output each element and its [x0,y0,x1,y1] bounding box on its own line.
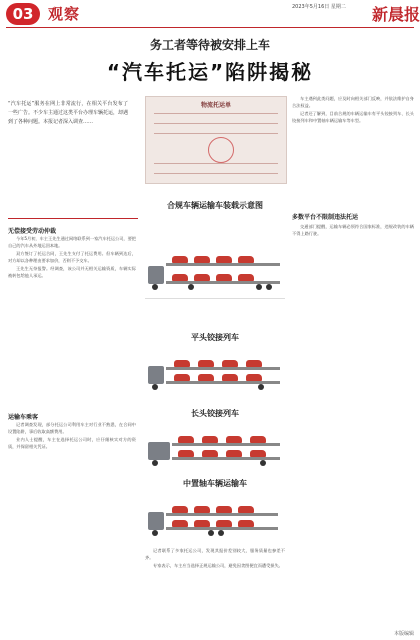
wheel-icon [152,530,158,536]
car-icon [222,360,238,367]
truck-cab [148,512,164,530]
diagram-main-title: 合规车辆运输车装载示意图 [167,201,263,210]
left-paragraph: 记者调查发现，部分托运公司利用车主对行业不熟悉，在合同中设置陷阱，事后收取高额费用。 [8,422,136,434]
car-icon [238,274,254,281]
truck-lower-deck [166,281,280,284]
page-header [0,0,420,30]
left-column-2 [8,422,136,622]
left-paragraph: 王先生无奈报警。经调查，该公司并无相关运输资质，车辆实际被转包给他人承运。 [8,266,136,278]
diagram-title-2: 平头铰接列车 [191,333,239,342]
wheel-icon [188,284,194,290]
date-line: 2023年5月16日 星期二 [292,4,346,10]
car-icon [172,520,188,527]
wheel-icon [152,384,158,390]
section-title: 观察 [48,5,81,23]
car-icon [202,450,218,457]
left-section-heading: 无偿接受劳动仲裁 [8,228,57,235]
truck-cab [148,266,164,284]
newspaper-logo: 新晨报 [372,5,420,24]
car-icon [194,520,210,527]
footer-editor: 本版编辑 [393,631,414,637]
car-icon [226,436,242,443]
diagram-title-4: 中置轴车辆运输车 [183,479,247,488]
truck-lower-deck [166,381,280,384]
car-icon [216,506,232,513]
diagram-title-3: 长头铰接列车 [191,409,239,418]
right-section-heading: 多数平台不限制违法托运 [292,214,359,221]
car-icon [216,520,232,527]
truck-illustration-3 [148,426,282,466]
car-icon [226,450,242,457]
receipt-line [154,123,278,124]
car-icon [194,506,210,513]
intro-divider [8,218,138,219]
car-icon [222,374,238,381]
headline-subtitle: 务工者等待被安排上车 [149,38,270,52]
wheel-icon [208,530,214,536]
truck-upper-deck [166,367,280,370]
right-column-top [292,96,414,206]
car-icon [198,360,214,367]
car-icon [174,374,190,381]
car-icon [246,374,262,381]
car-icon [178,450,194,457]
car-icon [172,506,188,513]
truck-upper-deck [166,513,278,516]
car-icon [216,256,232,263]
headline-title: “汽车托运”陷阱揭秘 [106,60,314,84]
receipt-photo [145,96,287,184]
left-column [8,236,136,406]
truck-cab [148,442,170,460]
receipt-line [154,173,278,174]
car-icon [194,256,210,263]
wheel-icon [218,530,224,536]
car-icon [172,274,188,281]
right-paragraph: 车主遇到此类问题，应及时向相关部门反映，并依法维护自身合法权益。 [292,96,414,108]
truck-illustration-4 [148,496,282,536]
wheel-icon [152,284,158,290]
car-icon [250,450,266,457]
car-icon [216,274,232,281]
seal-stamp [208,137,234,163]
car-icon [172,256,188,263]
middle-paragraph: 记者联系了多家托运公司，发现其报价差别较大，服务质量也参差不齐。 [145,548,285,560]
truck-illustration-1 [148,240,282,290]
car-icon [198,374,214,381]
truck-cab [148,366,164,384]
car-icon [246,360,262,367]
car-icon [202,436,218,443]
receipt-line [154,163,278,164]
truck-upper-deck [166,263,280,266]
middle-paragraph: 专家表示，车主应当选择正规运输公司，避免因贪图便宜而遭受损失。 [153,563,283,569]
left-paragraph: 业内人士提醒，车主在选择托运公司时，应仔细核实对方的资质，并保留相关凭证。 [8,437,136,449]
divider [145,298,285,299]
right-paragraph: 记者还了解到，目前合规的车辆运输车有平头铰接列车、长头铰接列车和中置轴车辆运输车等车型。 [292,111,414,123]
page-number: 03 [6,3,40,25]
intro-paragraph: “汽车托运”服务在网上非常流行，在相关平台发布了一些广告。不少车主通过这类平台办理车辆托运，却遇到了各种问题。本报记者深入调查…… [8,101,129,125]
left-paragraph: 双方签订了托运合同，王先生支付了托运费用。但车辆到达后，对方却以各种理由要求加价，否则不予交车。 [8,251,136,263]
wheel-icon [256,284,262,290]
receipt-title: 物流托运单 [200,102,231,109]
truck-illustration-2 [148,350,282,390]
right-paragraph: 交通部门提醒，运输车辆必须符合国家标准，违规改装的车辆不得上路行驶。 [292,224,414,236]
left-paragraph: 今年5月初，车主王先生通过网络联系到一家汽车托运公司，要把自己的汽车从外地运回本地。 [8,236,136,248]
car-icon [178,436,194,443]
car-icon [250,436,266,443]
truck-upper-deck [172,443,280,446]
header-rule [6,27,414,28]
car-icon [194,274,210,281]
car-icon [238,506,254,513]
middle-column [145,548,285,628]
receipt-line [154,113,278,114]
car-icon [174,360,190,367]
wheel-icon [258,384,264,390]
receipt-line [154,133,278,134]
wheel-icon [152,460,158,466]
wheel-icon [260,460,266,466]
car-icon [238,256,254,263]
wheel-icon [266,284,272,290]
right-column [292,224,414,624]
car-icon [238,520,254,527]
left-section-heading-2: 运输车乘客 [8,414,39,421]
